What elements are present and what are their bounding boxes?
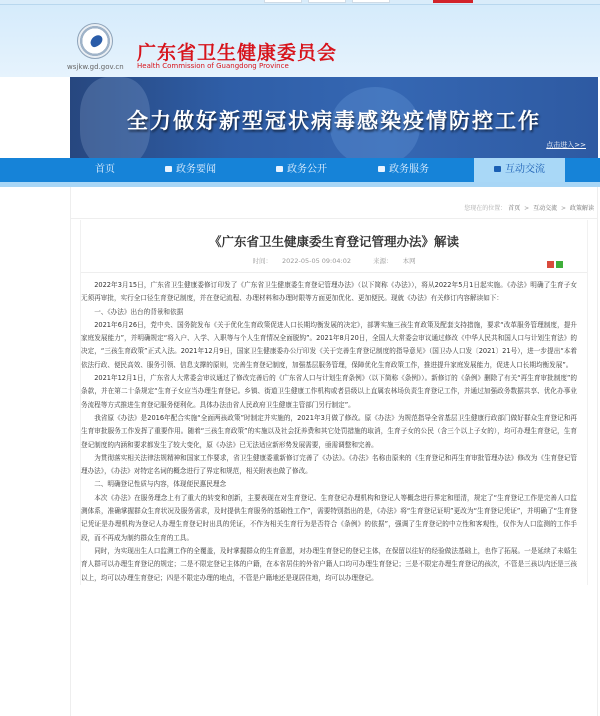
document-icon xyxy=(276,166,283,172)
article-meta xyxy=(81,256,587,265)
nav-item-disclosure[interactable] xyxy=(276,158,327,182)
site-url: wsjkw.gd.gov.cn xyxy=(67,63,124,71)
paragraph: 2021年12月1日，广东省人大常委会审议通过了修改完善后的《广东省人口与计划生育条例》（以下简称《条例》）。新修订的《条例》删除了有关“再生育审批制度”的条款，并在第二十条规定“生育子女应当办理生育登记。乡镇、街道卫生健康工作机构或者县级以上直属农林场负责生育登记工作，并通过加强政务数据共享、优化办事业务流程等方式推进生育登记服务便利化。具体办法由省人民政府卫生健康主管部门另行制定”。 xyxy=(81,374,577,409)
article-body xyxy=(81,273,587,585)
banner-title: 全力做好新型冠状病毒感染疫情防控工作 xyxy=(127,109,541,133)
section-heading: 二、明确登记性质与内容，体现便民惠民理念 xyxy=(94,480,227,489)
breadcrumb: 您现在的位置： 首页 > 互动交流 > 政策解读 xyxy=(464,205,594,212)
section-heading: 一、《办法》出台的背景和依据 xyxy=(94,307,184,316)
wechat-share-icon[interactable] xyxy=(556,261,563,268)
top-red-button[interactable] xyxy=(433,0,473,3)
top-link-box[interactable] xyxy=(308,0,346,3)
breadcrumb-interaction[interactable]: 互动交流 xyxy=(533,205,558,212)
nav-label: 首页 xyxy=(95,164,115,175)
paragraph: 为贯彻落实相关法律法规精神和国家工作要求，省卫生健康委重新修订完善了《办法》。《办法》名称由原来的《生育登记和再生育审批管理办法》修改为《生育登记管理办法》，《办法》对特定名词的概念进行了界定和规范，相关附表也做了修改。 xyxy=(81,453,577,476)
main-nav xyxy=(0,158,600,182)
org-name-cn[interactable]: 广东省卫生健康委员会 xyxy=(137,42,338,64)
source-value: 本网 xyxy=(402,257,416,265)
paragraph: 2022年3月15日，广东省卫生健康委修订印发了《广东省卫生健康委生育登记管理办法》（以下简称《办法》），将从2022年5月1日起实施。《办法》明确了生育子女无须再审批，实行全口径生育登记制度，并在登记流程、办理材料和办理时限等方面更加优化、更加便民。现就《办法》有关修订内容解读如下： xyxy=(81,281,577,303)
source-label: 来源： xyxy=(373,257,393,265)
commission-emblem-icon[interactable] xyxy=(77,23,113,59)
breadcrumb-home[interactable]: 首页 xyxy=(508,205,521,212)
breadcrumb-prefix: 您现在的位置： xyxy=(464,205,507,212)
breadcrumb-policy[interactable]: 政策解读 xyxy=(569,205,594,212)
publish-time: 2022-05-05 09:04:02 xyxy=(281,257,351,265)
briefcase-icon xyxy=(378,166,385,172)
top-link-box[interactable] xyxy=(264,0,302,3)
banner-enter-link[interactable]: 点击进入>> xyxy=(546,141,586,149)
time-label: 时间： xyxy=(252,257,272,265)
paragraph: 同时，为实现出生人口监测工作的全覆盖，及时掌握群众的生育意愿，对办理生育登记的登记主体，在保留以往好的经验做法基础上，也作了拓展。一是延续了未婚生育人群可以办理生育登记的规定；二是不限定登记主体的户籍，在本省居住的外省户籍人口均可办理生育登记；三是不限定办理生育登记的孩次，不管是三孩以内还是三孩以上，均可以办理生育登记；四是不限定办理的地点，不管是户籍地还是现居住地，均可以办理登记。 xyxy=(81,546,577,582)
site-header xyxy=(0,5,600,77)
news-icon xyxy=(165,166,172,172)
nav-item-services[interactable] xyxy=(378,158,429,182)
nav-underline xyxy=(0,182,600,187)
nav-item-news[interactable] xyxy=(165,158,216,182)
content-border xyxy=(70,187,71,716)
content-border xyxy=(597,187,598,716)
org-name-en: Health Commission of Guangdong Province xyxy=(137,62,289,70)
nav-label: 互动交流 xyxy=(505,164,545,175)
weibo-share-icon[interactable] xyxy=(547,261,554,268)
covid-banner[interactable] xyxy=(70,77,598,159)
divider xyxy=(70,218,598,219)
paragraph: 我省原《办法》是2016年配合实施“全面两孩政策”时制定并实施的，2021年3月做了修改。原《办法》为规范指导全省基层卫生健康行政部门做好群众生育登记和再生育审批服务工作发挥了重要作用。随着“三孩生育政策”的实施以及社会抚养费和其它处罚措施的取消，生育子女的公民（含三个以上子女的），均可办理生育登记，生育登记制度的内涵和要求都发生了较大变化，原《办法》已无法适应新形势发展需要，亟需调整和完善。 xyxy=(81,413,577,449)
article xyxy=(80,220,588,585)
nav-label: 政务公开 xyxy=(287,164,327,175)
top-link-box[interactable] xyxy=(352,0,390,3)
nav-label: 政务服务 xyxy=(389,164,429,175)
share-buttons xyxy=(545,253,563,272)
nav-item-home[interactable] xyxy=(95,158,115,182)
paragraph: 本次《办法》在服务理念上有了重大的转变和创新，主要表现在对生育登记、生育登记办理机构和登记人等概念进行界定和厘清，规定了“生育登记工作是完善人口监测体系，准确掌握群众生育状况及服务需求，及时提供生育服务的基础性工作”，需要特别指出的是，《办法》将“生育登记证明”更改为“生育登记凭证”，并明确了“生育登记凭证是办理机构为登记人办理生育登记时出具的凭证，不作为相关生育行为是否符合《条例》的依据”，强调了生育登记的中立性和客观性，仅作为人口监测的工作手段，而不再成为制约群众生育的工具。 xyxy=(81,493,577,542)
nav-item-interaction[interactable] xyxy=(474,158,565,182)
article-title: 《广东省卫生健康委生育登记管理办法》解读 xyxy=(208,234,459,249)
chat-icon xyxy=(494,166,501,172)
nav-label: 政务要闻 xyxy=(176,164,216,175)
paragraph: 2021年6月26日，党中央、国务院发布《关于优化生育政策促进人口长期均衡发展的决定》，部署实施三孩生育政策及配套支持措施，要求“改革服务管理制度，提升家庭发展能力”，并明确规定“将入户、入学、入职等与个人生育情况全面脱钩”。2021年8月20日，全国人大常委会审议通过修改《中华人民共和国人口与计划生育法》的决定，“三孩生育政策”正式入法。2021年12月9日，国家卫生健康委办公厅印发《关于完善生育登记制度的指导意见》（国卫办人口发〔2021〕21号），进一步提出“本着依法行政、便民高效、服务引领、信息支撑的原则，完善生育登记制度，加强基层服务管理，保障优化生育政策工作，推进提升家庭发展能力，促进人口长期均衡发展”。 xyxy=(81,320,577,369)
